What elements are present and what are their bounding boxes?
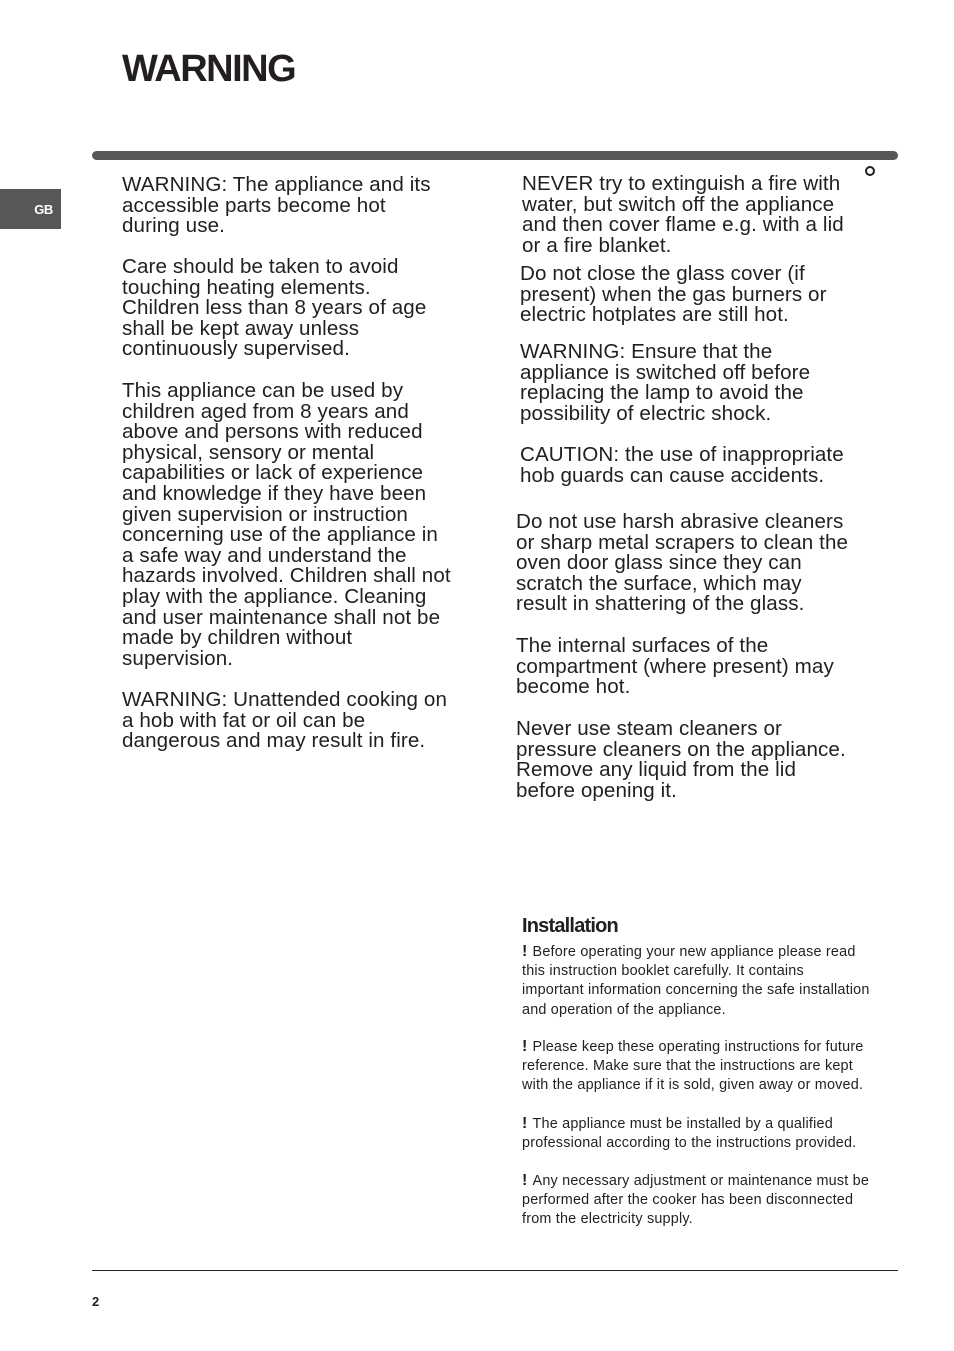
installation-note: ! Please keep these operating instructions for future reference. Make sure that the instructions are kept with the appliance if it is sold, given away or moved. <box>522 1038 864 1094</box>
caution-hob-guards: CAUTION: the use of inappropriate hob guards can cause accidents. <box>520 443 844 487</box>
steam-cleaners-warning: Never use steam cleaners or pressure cleaners on the appliance. Remove any liquid from the lid before opening it. <box>516 717 846 802</box>
installation-note: ! The appliance must be installed by a qualified professional according to the instructions provided. <box>522 1115 857 1152</box>
header-divider <box>92 151 898 160</box>
page-number: 2 <box>92 1294 100 1309</box>
internal-surfaces-hot: The internal surfaces of the compartment (where present) may become hot. <box>516 634 834 699</box>
installation-note: ! Any necessary adjustment or maintenance must be performed after the cooker has been disconnected from the electricity supply. <box>522 1172 870 1228</box>
exclamation-icon: ! <box>522 943 528 960</box>
exclamation-icon: ! <box>522 1038 528 1055</box>
exclamation-icon: ! <box>522 1172 528 1189</box>
glass-cover-warning: Do not close the glass cover (if present) when the gas burners or electric hotplates are still hot. <box>520 262 827 327</box>
never-extinguish-water: NEVER try to extinguish a fire with water, but switch off the appliance and then cover flame e.g. with a lid or a fire blanket. <box>522 172 844 257</box>
care-heating-elements: Care should be taken to avoid touching heating elements. Children less than 8 years of age shall be kept away unless continuously supervised. <box>122 255 427 361</box>
warning-hot-parts: WARNING: The appliance and its accessible parts become hot during use. <box>122 173 431 238</box>
degree-mark-icon <box>865 166 875 176</box>
warning-unattended-cooking: WARNING: Unattended cooking on a hob with fat or oil can be dangerous and may result in fire. <box>122 688 448 753</box>
footer-divider <box>92 1270 898 1271</box>
language-tab: GB <box>0 189 61 229</box>
installation-note: ! Before operating your new appliance please read this instruction booklet carefully. It contains important information concerning the safe installation and operation of the appliance. <box>522 943 870 1018</box>
exclamation-icon: ! <box>522 1115 528 1132</box>
page-title: WARNING <box>122 48 296 90</box>
children-usage: This appliance can be used by children aged from 8 years and above and persons with reduced physical, sensory or mental capabilities or lack of experience and knowledge if they have been given supervision or instruction concerning use of the appliance in a safe way and understand the hazards involved. Children shall not play with the appliance. Cleaning and user maintenance shall not be made by children without supervision. <box>122 379 451 670</box>
installation-heading: Installation <box>522 915 618 937</box>
warning-lamp-replacement: WARNING: Ensure that the appliance is switched off before replacing the lamp to avoid the possibility of electric shock. <box>520 340 811 425</box>
abrasive-cleaners-warning: Do not use harsh abrasive cleaners or sharp metal scrapers to clean the oven door glass since they can scratch the surface, which may result in shattering of the glass. <box>516 510 849 616</box>
